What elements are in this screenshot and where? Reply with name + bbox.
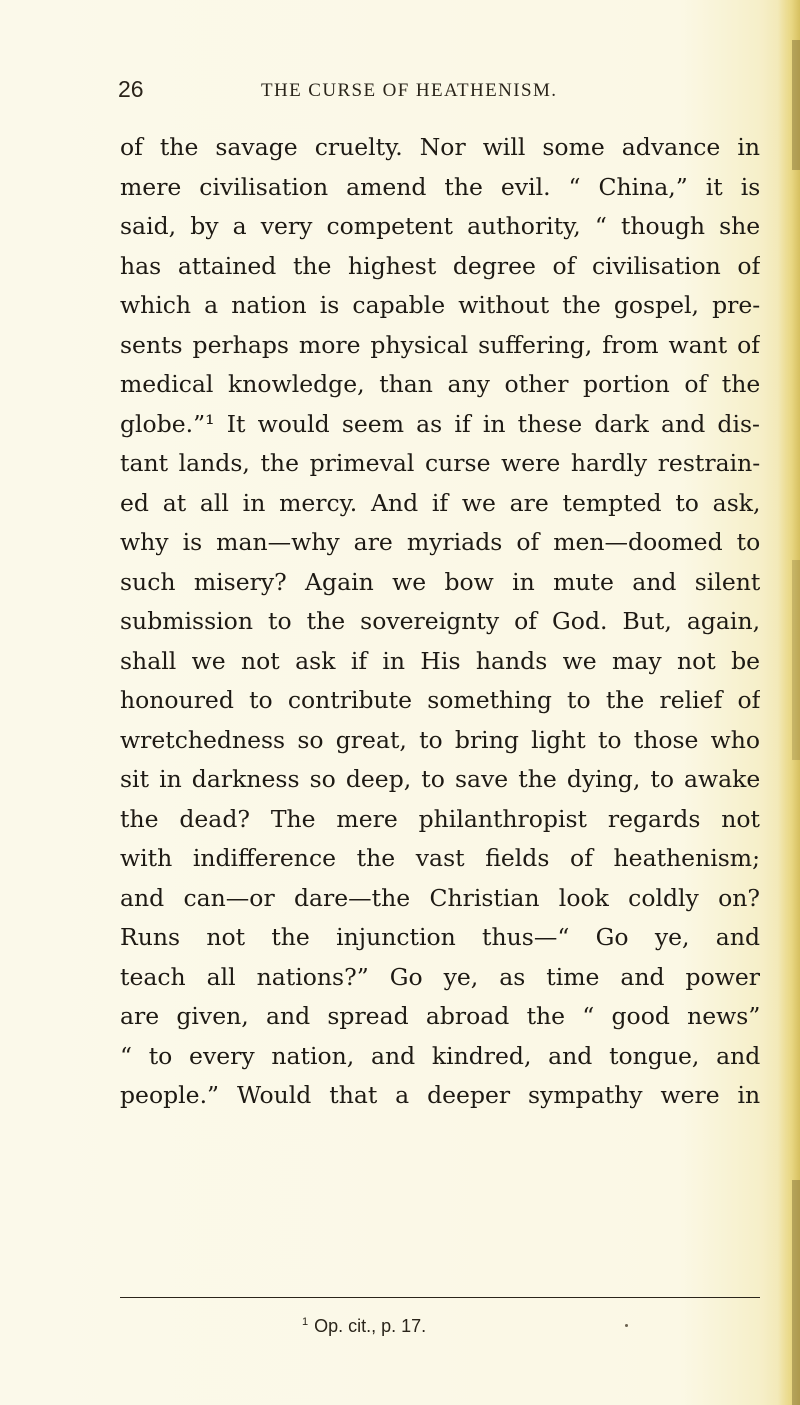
footnote-rule (120, 1297, 760, 1298)
text-line: Runs not the injunction thus—“ Go ye, and (120, 923, 760, 951)
text-line: honoured to contribute something to the relief of (120, 686, 760, 714)
text-line: wretchedness so great, to bring light to those who (120, 725, 760, 754)
page-number: 26 (118, 76, 144, 102)
text-line: teach all nations?” Go ye, as time and power (120, 962, 760, 991)
page-header (0, 76, 800, 112)
footnote-text: Op. cit., p. 17. (314, 1316, 427, 1336)
footnote (302, 1316, 426, 1337)
text-line: the dead? The mere philanthropist regards not (120, 804, 760, 833)
page-edge-mark (792, 1180, 800, 1405)
paper-speck (625, 1324, 628, 1327)
text-line: medical knowledge, than any other portion of the (120, 370, 760, 398)
text-line: submission to the sovereignty of God. But, again, (120, 607, 760, 635)
text-line: shall we not ask if in His hands we may not be (120, 646, 760, 675)
text-line: why is man—why are myriads of men—doomed to (120, 528, 760, 556)
text-line: tant lands, the primeval curse were hardly restrain- (120, 449, 760, 477)
text-line: such misery? Again we bow in mute and silent (120, 567, 760, 596)
text-line: people.” Would that a deeper sympathy were in (120, 1081, 760, 1109)
text-line: ed at all in mercy. And if we are tempted to ask, (120, 488, 760, 517)
text-line: which a nation is capable without the gospel, pre- (120, 291, 760, 319)
text-line: are given, and spread abroad the “ good news” (120, 1002, 760, 1030)
text-line: sents perhaps more physical suffering, from want of (120, 330, 760, 359)
text-line: and can—or dare—the Christian look coldly on? (120, 883, 760, 912)
text-line: mere civilisation amend the evil. “ China,” it is (120, 172, 760, 201)
text-line: globe.”¹ It would seem as if in these dark and dis- (120, 409, 760, 438)
text-line: “ to every nation, and kindred, and tongue, and (120, 1041, 760, 1070)
text-line: with indifference the vast fields of heathenism; (120, 844, 760, 872)
body-text (120, 128, 760, 1116)
text-line: of the savage cruelty. Nor will some advance in (120, 133, 760, 161)
text-line: has attained the highest degree of civilisation of (120, 251, 760, 280)
footnote-marker: 1 (302, 1316, 309, 1328)
text-line: said, by a very competent authority, “ though she (120, 212, 760, 240)
page-edge-mark (792, 560, 800, 760)
text-line: sit in darkness so deep, to save the dying, to awake (120, 765, 760, 793)
running-title: THE CURSE OF HEATHENISM. (261, 80, 558, 101)
